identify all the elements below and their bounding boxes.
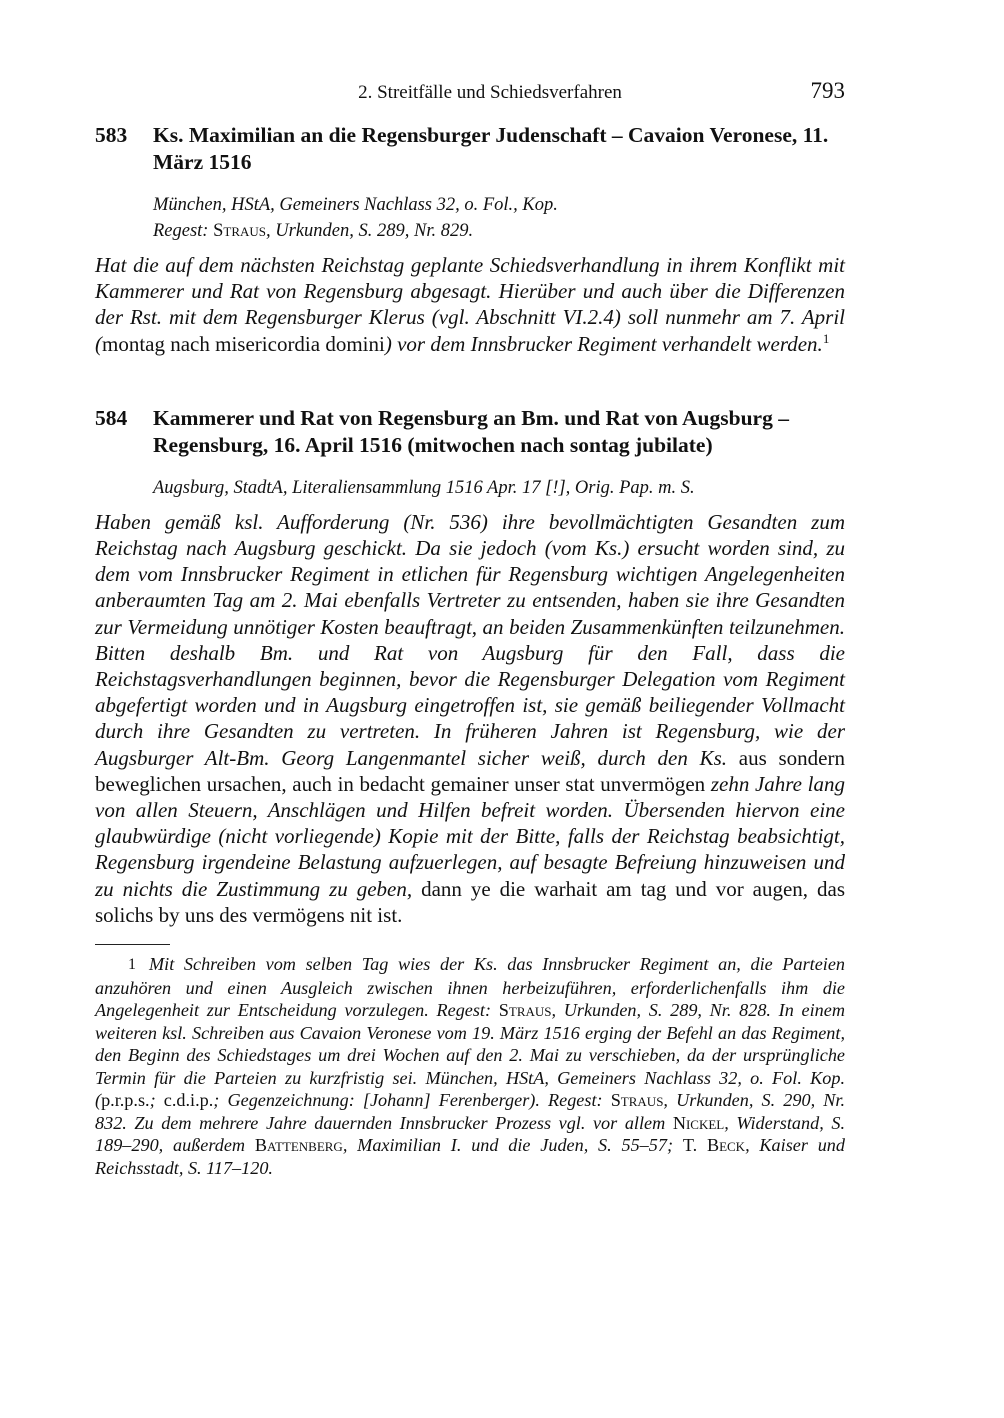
document-page xyxy=(95,76,845,1179)
footnote-text: , Urkunden, S. 289, Nr. 828. In einem weiteren ksl. Schreiben aus Cavaion Veronese vom 19. März 1516 erging der Befehl an das Regiment, den Beginn des Schiedstages um drei Wochen auf den 2. Mai zu verschieben, da der ursprüngliche Termin für die Parteien zu kurzfristig sei. München, HStA, Gemeiners Nachlass 32, o. Fol. Kop. ( xyxy=(95,1000,845,1111)
doc-583-sources xyxy=(153,192,845,244)
regest-citation: , Urkunden, S. 289, Nr. 829. xyxy=(266,221,474,241)
quoted-original: aus sondern beweglichen ursachen, auch in bedacht gemainer unser stat unvermögen xyxy=(95,745,845,796)
page-number: 793 xyxy=(810,78,845,103)
running-head xyxy=(95,76,845,112)
doc-title: Ks. Maximilian an die Regensburger Judenschaft – Cavaion Veronese, 11. März 1516 xyxy=(153,123,829,174)
footnote-1 xyxy=(95,953,845,1179)
source-line: Augsburg, StadtA, Literaliensammlung 1516 Apr. 17 [!], Orig. Pap. m. S. xyxy=(153,477,695,498)
quoted-original: montag nach misericordia domini xyxy=(102,331,385,356)
quoted-original: dann ye die warhait am tag und vor augen, das solichs by uns des vermögens nit ist. xyxy=(95,876,845,927)
regest-text: Hat die auf dem nächsten Reichstag geplante Schiedsverhandlung in ihrem Konflikt mit Kammerer und Rat von Regensburg abgesagt. Hierüber und auch über die Differenzen der Rst. mit dem Regensburger Klerus (vgl. Abschnitt VI.2.4) soll nunmehr am 7. April ( xyxy=(95,253,845,356)
doc-number: 584 xyxy=(95,405,128,430)
regest-text: Haben gemäß ksl. Aufforderung (Nr. 536) ihre bevollmächtigten Gesandten zum Reichstag nach Augsburg geschickt. Da sie jedoch (vom Ks.) ersucht worden sind, zu dem vom Innsbrucker Regiment in etlichen für Regensburg wichtigen Angelegenheiten anberaumten Tag am 2. Mai ebenfalls Vertreter zu entsenden, haben sie ihre Gesandten zur Vermeidung unnötiger Kosten beauftragt, an beiden Zusammenkünften teilzunehmen. Bitten deshalb Bm. und Rat von Augsburg für den Fall, dass die Reichstagsverhandlungen beginnen, bevor die Regensburger Delegation vom Regiment abgefertigt worden und in Augsburg eingetroffen ist, sie gemäß beiliegender Vollmacht durch ihre Gesandten zu vertreten. In früheren Jahren ist Regensburg, wie der Augsburger Alt-Bm. Georg Langenmantel sicher weiß, durch den Ks. xyxy=(95,509,845,770)
doc-title: Kammerer und Rat von Regensburg an Bm. und Rat von Augsburg – Regensburg, 16. April 1516 (mitwochen nach sontag jubilate) xyxy=(153,405,789,457)
doc-584-heading xyxy=(95,405,845,459)
author-name: Straus xyxy=(498,1000,552,1021)
regest-prefix: Regest: xyxy=(153,221,214,241)
footnote-upright: c.d.i.p. xyxy=(163,1090,214,1111)
source-line: München, HStA, Gemeiners Nachlass 32, o. Fol., Kop. xyxy=(153,195,558,215)
doc-number: 583 xyxy=(95,123,128,147)
regest-text: ) vor dem Innsbrucker Regiment verhandelt werden. xyxy=(384,331,823,356)
author-name: Straus xyxy=(213,221,267,241)
footnote-text: ; xyxy=(149,1090,164,1111)
author-name: Nickel xyxy=(672,1112,725,1133)
author-name: Battenberg xyxy=(254,1135,343,1156)
footnote-upright: p.r.p.s. xyxy=(101,1090,150,1111)
regest-line xyxy=(153,218,845,244)
doc-583-heading xyxy=(95,122,845,176)
footnote-reference[interactable]: 1 xyxy=(822,330,830,346)
regest-text: zehn Jahre lang von allen Steuern, Anschlägen und Hilfen befreit worden. Übersenden hiervon eine glaubwürdige (nicht vorliegende) Kopie mit der Bitte, falls der Reichstag beabsichtigt, Regensburg irgendeine Belastung aufzuerlegen, auf besagte Befreiung hinzuweisen und zu nichts die Zustimmung zu geben, xyxy=(95,771,845,901)
footnote-text: ; Gegenzeichnung: [Johann] Ferenberger). Regest: xyxy=(213,1090,611,1111)
footnote-text: , Kaiser und Reichsstadt, S. 117–120. xyxy=(95,1135,845,1178)
footnote-text: , Widerstand, S. 189–290, außerdem xyxy=(95,1112,845,1156)
doc-584-regest xyxy=(95,509,845,928)
footnote-text: Mit Schreiben vom selben Tag wies der Ks. das Innsbrucker Regiment an, die Parteien anzuhören und einen Ausgleich zwischen ihnen herbeizuführen, erforderlichenfalls ihm die Angelegenheit zur Entscheidung vorzulegen. Regest: xyxy=(95,954,845,1021)
author-name: Straus xyxy=(610,1090,664,1111)
running-title: 2. Streitfälle und Schiedsverfahren xyxy=(358,82,622,103)
footnote-marker: 1 xyxy=(128,956,136,974)
footnote-upright: T. xyxy=(682,1135,707,1156)
doc-583-regest xyxy=(95,252,845,357)
author-name: Beck xyxy=(706,1135,746,1156)
footnote-text: , Urkunden, S. 290, Nr. 832. Zu dem mehrere Jahre dauernden Innsbrucker Prozess vgl. vor allem xyxy=(95,1090,845,1133)
doc-584-sources xyxy=(153,475,845,501)
footnote-divider xyxy=(95,944,170,945)
footnote-text: , Maximilian I. und die Juden, S. 55–57; xyxy=(342,1135,683,1156)
